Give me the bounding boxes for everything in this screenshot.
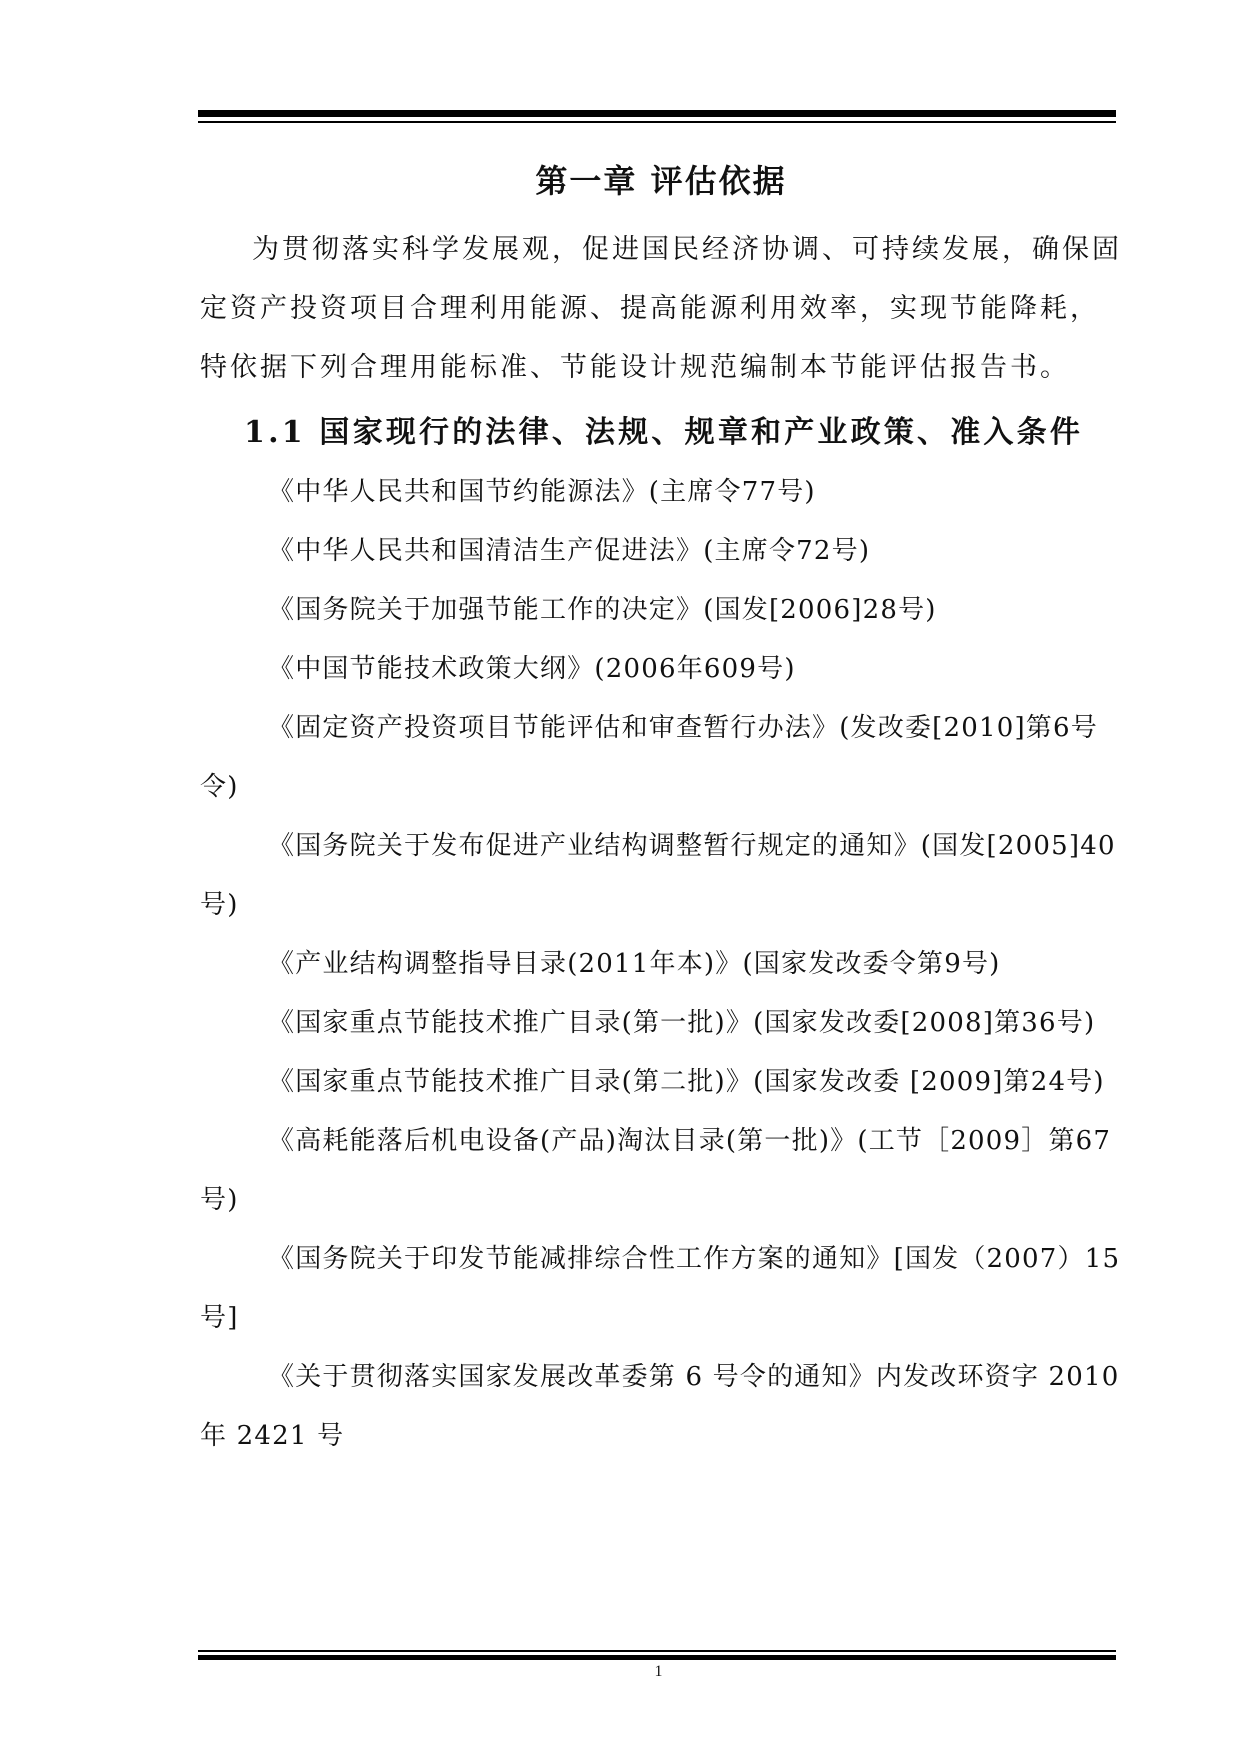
reference-item: 《产业结构调整指导目录(2011年本)》(国家发改委令第9号)	[268, 949, 1001, 979]
header-rule-thin	[198, 121, 1116, 123]
footer-rule-thin	[198, 1650, 1116, 1652]
reference-item: 《国务院关于发布促进产业结构调整暂行规定的通知》(国发[2005]40号)	[200, 831, 1116, 920]
reference-item: 《固定资产投资项目节能评估和审查暂行办法》(发改委[2010]第6号令)	[200, 713, 1098, 802]
section-heading: 1.1 国家现行的法律、法规、规章和产业政策、准入条件	[244, 415, 1084, 450]
header-rule-thick	[198, 110, 1116, 117]
page-number: 1	[654, 1663, 663, 1680]
reference-item: 《高耗能落后机电设备(产品)淘汰目录(第一批)》(工节［2009］第67号)	[200, 1126, 1112, 1215]
reference-item: 《关于贯彻落实国家发展改革委第 6 号令的通知》内发改环资字 2010 年 2421 号	[200, 1362, 1120, 1451]
reference-item: 《国务院关于加强节能工作的决定》(国发[2006]28号)	[268, 595, 937, 625]
page-content	[200, 160, 1122, 1466]
reference-list	[200, 463, 1122, 1466]
chapter-title: 第一章 评估依据	[535, 162, 787, 200]
reference-item: 《中华人民共和国清洁生产促进法》(主席令72号)	[268, 536, 871, 566]
reference-item: 《国务院关于印发节能减排综合性工作方案的通知》[国发（2007）15号]	[200, 1244, 1121, 1333]
reference-item: 《中国节能技术政策大纲》(2006年609号)	[268, 654, 796, 684]
reference-item: 《国家重点节能技术推广目录(第一批)》(国家发改委[2008]第36号)	[268, 1008, 1096, 1038]
reference-item: 《中华人民共和国节约能源法》(主席令77号)	[268, 477, 816, 507]
intro-paragraph: 为贯彻落实科学发展观，促进国民经济协调、可持续发展，确保固定资产投资项目合理利用能源、提高能源利用效率，实现节能降耗，特依据下列合理用能标准、节能设计规范编制本节能评估报告书。	[200, 234, 1122, 383]
reference-item: 《国家重点节能技术推广目录(第二批)》(国家发改委 [2009]第24号)	[268, 1067, 1105, 1097]
footer-rule-thick	[198, 1655, 1116, 1660]
